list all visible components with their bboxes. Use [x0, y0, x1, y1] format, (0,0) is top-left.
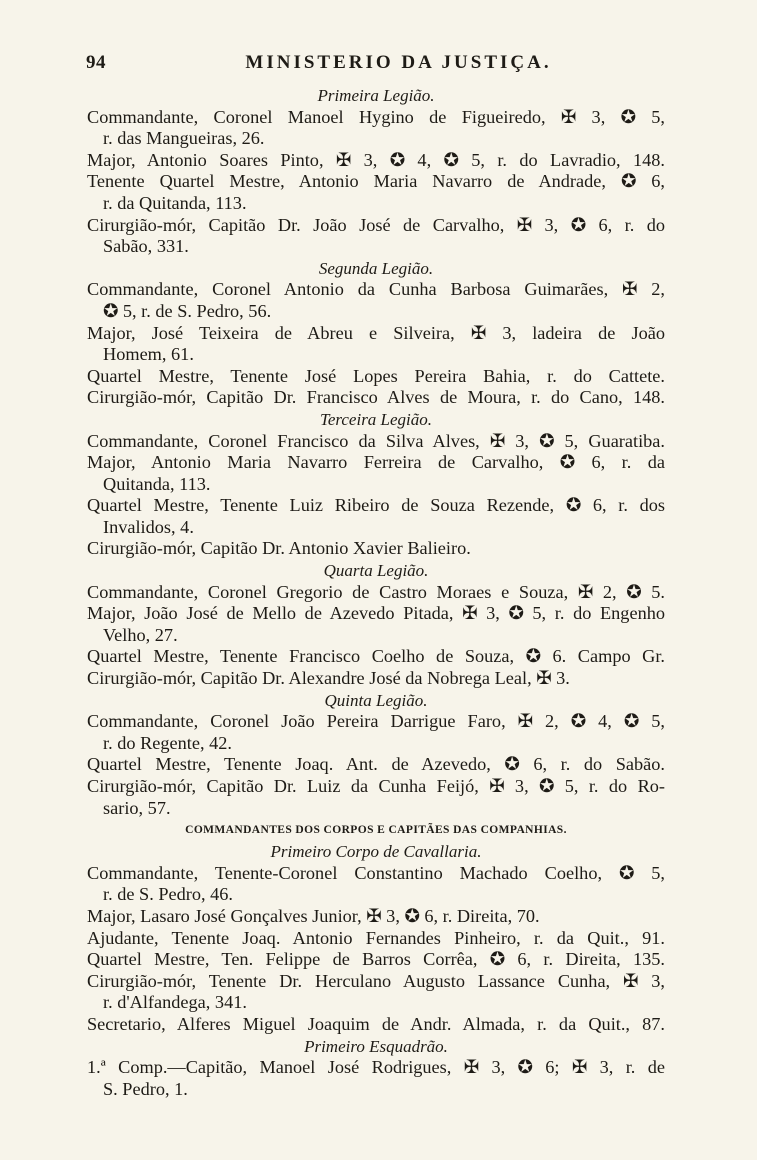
entry-line: r. das Mangueiras, 26.	[103, 128, 265, 149]
entry-line: Cirurgião-mór, Capitão Dr. Alexandre José da Nobrega Leal, ✠ 3.	[87, 668, 570, 689]
entry-line: r. da Quitanda, 113.	[103, 192, 247, 213]
entry-line: Commandante, Coronel Manoel Hygino de Figueiredo, ✠ 3, ✪ 5,	[87, 106, 665, 127]
entry-line: Secretario, Alferes Miguel Joaquim de Andr. Almada, r. da Quit., 87.	[87, 1013, 665, 1034]
section-heading: Primeiro Esquadrão.	[304, 1036, 448, 1056]
entry-line: Commandante, Coronel Gregorio de Castro Moraes e Souza, ✠ 2, ✪ 5.	[87, 581, 665, 602]
entry-line: Cirurgião-mór, Capitão Dr. Antonio Xavier Balieiro.	[87, 538, 471, 559]
entry-line: Cirurgião-mór, Capitão Dr. Francisco Alves de Moura, r. do Cano, 148.	[87, 387, 665, 408]
entry-line: Commandante, Tenente-Coronel Constantino Machado Coelho, ✪ 5,	[87, 862, 665, 883]
page-body	[87, 85, 665, 1100]
entry-line: Sabão, 331.	[103, 236, 189, 257]
page-number: 94	[86, 52, 106, 73]
entry-line: Quitanda, 113.	[103, 473, 211, 494]
entry-line: Quartel Mestre, Tenente Francisco Coelho de Souza, ✪ 6. Campo Gr.	[87, 646, 665, 667]
entry-line: Invalidos, 4.	[103, 516, 194, 537]
section-heading: Primeira Legião.	[317, 86, 435, 105]
running-title: MINISTERIO DA JUSTIÇA.	[245, 52, 552, 73]
entry-line: Ajudante, Tenente Joaq. Antonio Fernandes Pinheiro, r. da Quit., 91.	[87, 927, 665, 948]
entry-line: Cirurgião-mór, Capitão Dr. Luiz da Cunha Feijó, ✠ 3, ✪ 5, r. do Ro-	[87, 776, 665, 796]
entry-line: Major, Antonio Maria Navarro Ferreira de Carvalho, ✪ 6, r. da	[87, 452, 665, 473]
entry-line: Homem, 61.	[103, 344, 194, 365]
section-title: COMMANDANTES DOS CORPOS E CAPITÃES DAS COMPANHIAS.	[185, 824, 567, 837]
entry-line: Commandante, Coronel João Pereira Darrigue Faro, ✠ 2, ✪ 4, ✪ 5,	[87, 711, 665, 732]
section-heading: Terceira Legião.	[319, 409, 433, 429]
entry-line: Quartel Mestre, Tenente José Lopes Pereira Bahia, r. do Cattete.	[87, 365, 665, 386]
entry-line: r. do Regente, 42.	[103, 732, 232, 753]
entry-line: r. d'Alfandega, 341.	[103, 992, 247, 1013]
entry-line: S. Pedro, 1.	[103, 1078, 188, 1099]
entry-line: ✪ 5, r. de S. Pedro, 56.	[103, 300, 272, 321]
entry-line: Tenente Quartel Mestre, Antonio Maria Navarro de Andrade, ✪ 6,	[87, 171, 665, 192]
entry-line: Quartel Mestre, Ten. Felippe de Barros Corrêa, ✪ 6, r. Direita, 135.	[87, 949, 665, 970]
entry-line: Velho, 27.	[103, 624, 178, 645]
entry-line: Quartel Mestre, Tenente Joaq. Ant. de Azevedo, ✪ 6, r. do Sabão.	[87, 754, 665, 775]
entry-line: Commandante, Coronel Francisco da Silva Alves, ✠ 3, ✪ 5, Guaratiba.	[87, 430, 665, 451]
entry-line: Major, Lasaro José Gonçalves Junior, ✠ 3, ✪ 6, r. Direita, 70.	[87, 905, 540, 926]
entry-line: r. de S. Pedro, 46.	[103, 884, 233, 905]
section-heading: Segunda Legião.	[318, 258, 434, 278]
entry-line: Major, Antonio Soares Pinto, ✠ 3, ✪ 4, ✪ 5, r. do Lavradio, 148.	[87, 149, 665, 170]
entry-line: 1.ª Comp.—Capitão, Manoel José Rodrigues, ✠ 3, ✪ 6; ✠ 3, r. de	[87, 1057, 665, 1078]
entry-line: Major, João José de Mello de Azevedo Pitada, ✠ 3, ✪ 5, r. do Engenho	[87, 603, 665, 624]
section-heading: Quarta Legião.	[323, 561, 429, 581]
section-heading: Primeiro Corpo de Cavallaria.	[270, 842, 482, 862]
entry-line: Cirurgião-mór, Tenente Dr. Herculano Augusto Lassance Cunha, ✠ 3,	[87, 970, 665, 991]
section-heading: Quinta Legião.	[324, 690, 428, 710]
entry-line: Major, José Teixeira de Abreu e Silveira, ✠ 3, ladeira de João	[87, 322, 665, 343]
entry-line: sario, 57.	[103, 797, 171, 818]
entry-line: Quartel Mestre, Tenente Luiz Ribeiro de Souza Rezende, ✪ 6, r. dos	[87, 495, 665, 516]
entry-line: Commandante, Coronel Antonio da Cunha Barbosa Guimarães, ✠ 2,	[87, 279, 665, 300]
entry-line: Cirurgião-mór, Capitão Dr. João José de Carvalho, ✠ 3, ✪ 6, r. do	[87, 214, 665, 235]
